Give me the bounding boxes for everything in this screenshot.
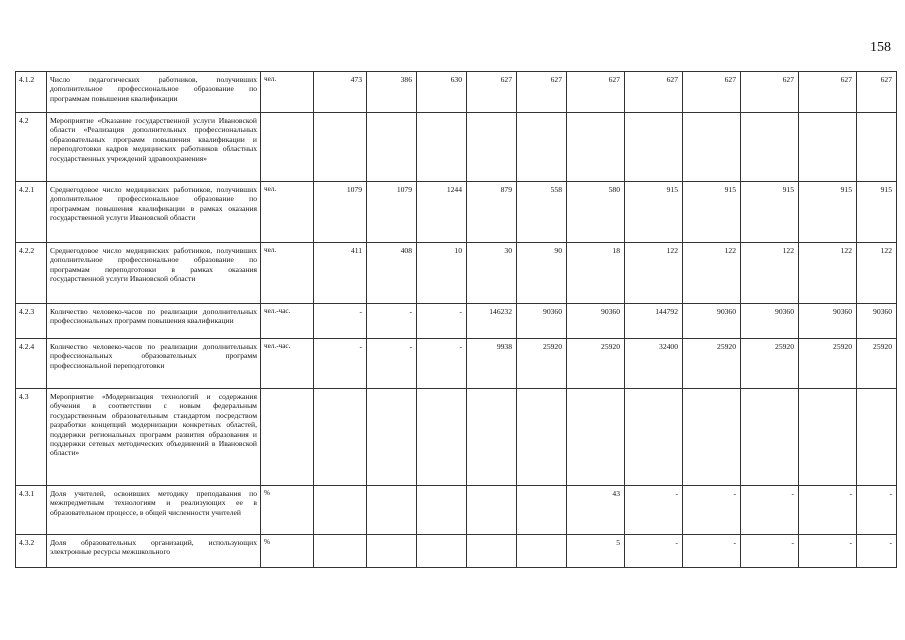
table-row — [16, 182, 897, 243]
table-row — [16, 486, 897, 535]
value-cell: 32400 — [625, 339, 683, 389]
value-cell: 90360 — [567, 304, 625, 339]
value-cell — [314, 389, 367, 486]
table-row — [16, 339, 897, 389]
value-cell — [799, 389, 857, 486]
value-cell: 146232 — [467, 304, 517, 339]
row-description: Мероприятие «Модернизация технологий и содержания обучения в соответствии с новым федеральным государственным образовательным стандартом посредством разработки концепций модернизации конкретных областей, поддержки региональных программ развития образования и поддержки сетевых методических объединений в Ивановской области» — [47, 389, 261, 486]
value-cell: 580 — [567, 182, 625, 243]
value-cell — [625, 389, 683, 486]
value-cell: 558 — [517, 182, 567, 243]
value-cell: 9938 — [467, 339, 517, 389]
row-code: 4.3.1 — [16, 486, 47, 535]
value-cell: 122 — [799, 243, 857, 304]
value-cell: 915 — [799, 182, 857, 243]
row-unit: чел. — [261, 182, 314, 243]
value-cell: - — [314, 304, 367, 339]
value-cell — [517, 389, 567, 486]
row-code: 4.2.4 — [16, 339, 47, 389]
value-cell: 627 — [517, 72, 567, 113]
value-cell — [417, 113, 467, 182]
value-cell: - — [625, 535, 683, 568]
value-cell: 144792 — [625, 304, 683, 339]
value-cell: - — [683, 486, 741, 535]
value-cell — [367, 389, 417, 486]
value-cell: 122 — [683, 243, 741, 304]
value-cell: - — [741, 486, 799, 535]
row-unit — [261, 113, 314, 182]
table-body — [16, 72, 897, 568]
value-cell: 879 — [467, 182, 517, 243]
value-cell: 627 — [683, 72, 741, 113]
value-cell: 43 — [567, 486, 625, 535]
indicators-table — [15, 71, 897, 568]
row-description: Количество человеко-часов по реализации дополнительных профессиональных образовательных программ профессиональной переподготовки — [47, 339, 261, 389]
value-cell — [857, 389, 897, 486]
value-cell: - — [367, 339, 417, 389]
value-cell: 627 — [741, 72, 799, 113]
row-code: 4.2.3 — [16, 304, 47, 339]
value-cell: 90360 — [683, 304, 741, 339]
value-cell — [467, 486, 517, 535]
row-description: Среднегодовое число медицинских работников, получивших дополнительное профессиональное образование по программам переподготовки в рамках оказания государственной услуги Ивановской области — [47, 243, 261, 304]
value-cell: 90360 — [857, 304, 897, 339]
row-unit — [261, 389, 314, 486]
value-cell: 122 — [741, 243, 799, 304]
value-cell — [683, 389, 741, 486]
value-cell: 627 — [567, 72, 625, 113]
value-cell: 90 — [517, 243, 567, 304]
row-code: 4.1.2 — [16, 72, 47, 113]
page-number: 158 — [870, 40, 891, 55]
value-cell: 411 — [314, 243, 367, 304]
value-cell: - — [683, 535, 741, 568]
value-cell — [467, 389, 517, 486]
table-row — [16, 243, 897, 304]
value-cell: 1079 — [367, 182, 417, 243]
value-cell — [683, 113, 741, 182]
table-row — [16, 535, 897, 568]
value-cell: 408 — [367, 243, 417, 304]
value-cell: - — [417, 304, 467, 339]
row-description: Число педагогических работников, получивших дополнительное профессиональное образование по программам повышения квалификации — [47, 72, 261, 113]
value-cell: 25920 — [567, 339, 625, 389]
value-cell: 915 — [625, 182, 683, 243]
row-code: 4.2.1 — [16, 182, 47, 243]
value-cell: - — [625, 486, 683, 535]
row-description: Мероприятие «Оказание государственной услуги Ивановской области «Реализация дополнительных профессиональных образовательных программ повышения квалификации и переподготовки кадров медицинских работников областных государственных учреждений здравоохранения» — [47, 113, 261, 182]
row-unit: % — [261, 486, 314, 535]
row-description: Количество человеко-часов по реализации дополнительных профессиональных программ повышения квалификации — [47, 304, 261, 339]
value-cell: 25920 — [741, 339, 799, 389]
value-cell — [517, 486, 567, 535]
value-cell: 627 — [857, 72, 897, 113]
value-cell: 627 — [467, 72, 517, 113]
row-code: 4.3 — [16, 389, 47, 486]
row-description: Среднегодовое число медицинских работников, получивших дополнительное профессиональное образование по программам повышения квалификации в рамках оказания государственной услуги Ивановской области — [47, 182, 261, 243]
row-unit: чел.-час. — [261, 339, 314, 389]
value-cell — [517, 113, 567, 182]
value-cell: 915 — [741, 182, 799, 243]
value-cell: 30 — [467, 243, 517, 304]
value-cell: 10 — [417, 243, 467, 304]
value-cell — [367, 486, 417, 535]
value-cell — [567, 389, 625, 486]
value-cell — [741, 113, 799, 182]
value-cell: 915 — [857, 182, 897, 243]
value-cell: 122 — [857, 243, 897, 304]
row-code: 4.2.2 — [16, 243, 47, 304]
value-cell: 25920 — [857, 339, 897, 389]
value-cell — [417, 486, 467, 535]
value-cell: 25920 — [799, 339, 857, 389]
value-cell — [517, 535, 567, 568]
value-cell: 122 — [625, 243, 683, 304]
row-description: Доля образовательных организаций, использующих электронные ресурсы межшкольного — [47, 535, 261, 568]
value-cell — [417, 389, 467, 486]
row-unit: чел. — [261, 72, 314, 113]
value-cell: - — [741, 535, 799, 568]
value-cell: - — [314, 339, 367, 389]
value-cell: 627 — [625, 72, 683, 113]
value-cell: - — [857, 486, 897, 535]
value-cell — [417, 535, 467, 568]
value-cell: 25920 — [683, 339, 741, 389]
value-cell — [367, 113, 417, 182]
value-cell: 5 — [567, 535, 625, 568]
value-cell: 1244 — [417, 182, 467, 243]
value-cell — [467, 535, 517, 568]
value-cell: 90360 — [799, 304, 857, 339]
value-cell: - — [367, 304, 417, 339]
value-cell: - — [799, 486, 857, 535]
value-cell — [567, 113, 625, 182]
row-code: 4.2 — [16, 113, 47, 182]
row-unit: чел. — [261, 243, 314, 304]
table-row — [16, 113, 897, 182]
row-code: 4.3.2 — [16, 535, 47, 568]
value-cell: 627 — [799, 72, 857, 113]
value-cell: - — [799, 535, 857, 568]
value-cell: 18 — [567, 243, 625, 304]
row-unit: чел.-час. — [261, 304, 314, 339]
value-cell — [314, 535, 367, 568]
table-row — [16, 304, 897, 339]
row-unit: % — [261, 535, 314, 568]
value-cell — [467, 113, 517, 182]
value-cell: - — [857, 535, 897, 568]
value-cell: 90360 — [517, 304, 567, 339]
value-cell: 1079 — [314, 182, 367, 243]
value-cell: - — [417, 339, 467, 389]
value-cell: 90360 — [741, 304, 799, 339]
row-description: Доля учителей, освоивших методику преподавания по межпредметным технологиям и реализующих ее в образовательном процессе, в общей численности учителей — [47, 486, 261, 535]
value-cell: 473 — [314, 72, 367, 113]
table-row — [16, 389, 897, 486]
value-cell: 386 — [367, 72, 417, 113]
value-cell — [314, 486, 367, 535]
value-cell — [857, 113, 897, 182]
value-cell: 25920 — [517, 339, 567, 389]
value-cell — [625, 113, 683, 182]
value-cell — [314, 113, 367, 182]
value-cell: 630 — [417, 72, 467, 113]
value-cell: 915 — [683, 182, 741, 243]
value-cell — [799, 113, 857, 182]
table-row — [16, 72, 897, 113]
value-cell — [367, 535, 417, 568]
value-cell — [741, 389, 799, 486]
